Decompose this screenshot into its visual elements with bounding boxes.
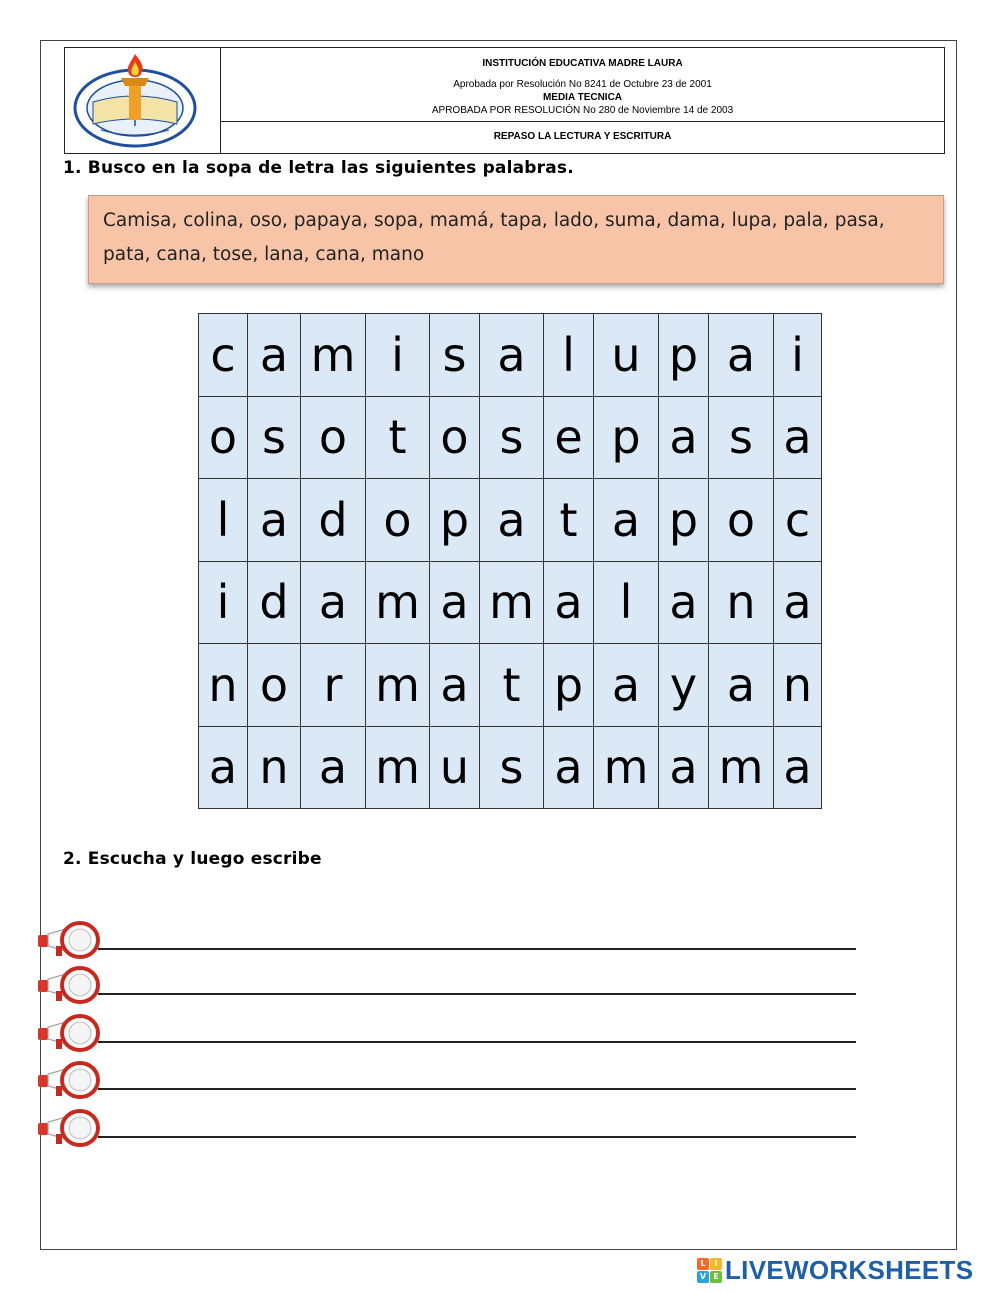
grid-cell[interactable]: a (248, 479, 301, 562)
grid-cell[interactable]: a (199, 726, 248, 809)
grid-cell[interactable]: a (544, 726, 594, 809)
brand-name: LIVEWORKSHEETS (725, 1254, 974, 1285)
grid-cell[interactable]: p (659, 314, 709, 397)
grid-cell[interactable]: m (480, 561, 544, 644)
megaphone-icon[interactable] (36, 1108, 102, 1152)
section-2-title: 2. Escucha y luego escribe (63, 849, 322, 869)
grid-cell[interactable]: m (301, 314, 366, 397)
grid-cell[interactable]: a (301, 561, 366, 644)
grid-cell[interactable]: p (544, 644, 594, 727)
answer-line[interactable] (98, 1041, 856, 1043)
worksheet-subtitle: REPASO LA LECTURA Y ESCRITURA (493, 131, 672, 142)
grid-cell[interactable]: i (199, 561, 248, 644)
grid-cell[interactable]: l (199, 479, 248, 562)
grid-cell[interactable]: a (594, 644, 659, 727)
grid-cell[interactable]: p (594, 396, 659, 479)
grid-cell[interactable]: i (774, 314, 822, 397)
grid-cell[interactable]: a (709, 314, 774, 397)
grid-cell[interactable]: a (544, 561, 594, 644)
grid-cell[interactable]: p (430, 479, 480, 562)
grid-cell[interactable]: o (199, 396, 248, 479)
grid-cell[interactable]: y (659, 644, 709, 727)
grid-cell[interactable]: s (248, 396, 301, 479)
brand-icon-letter: L (697, 1258, 709, 1270)
grid-cell[interactable]: s (480, 396, 544, 479)
grid-cell[interactable]: t (480, 644, 544, 727)
brand-logo-icon (697, 1258, 722, 1283)
grid-row (199, 561, 822, 644)
grid-cell[interactable]: m (366, 644, 430, 727)
grid-cell[interactable]: p (659, 479, 709, 562)
megaphone-icon[interactable] (36, 920, 102, 964)
answer-line[interactable] (98, 993, 856, 995)
grid-cell[interactable]: a (430, 644, 480, 727)
grid-cell[interactable]: o (248, 644, 301, 727)
grid-cell[interactable]: a (659, 396, 709, 479)
answer-row (36, 965, 856, 1005)
answer-line[interactable] (98, 1136, 856, 1138)
grid-cell[interactable]: o (366, 479, 430, 562)
answer-line[interactable] (98, 948, 856, 950)
grid-cell[interactable]: a (480, 479, 544, 562)
brand-icon-letter: V (697, 1271, 709, 1283)
grid-row (199, 644, 822, 727)
grid-cell[interactable]: a (774, 396, 822, 479)
grid-cell[interactable]: s (709, 396, 774, 479)
grid-cell[interactable]: t (544, 479, 594, 562)
grid-cell[interactable]: l (544, 314, 594, 397)
grid-cell[interactable]: m (366, 561, 430, 644)
answer-row (36, 1013, 856, 1053)
grid-row (199, 726, 822, 809)
grid-cell[interactable]: a (248, 314, 301, 397)
megaphone-icon[interactable] (36, 1060, 102, 1104)
grid-cell[interactable]: a (430, 561, 480, 644)
grid-cell[interactable]: a (301, 726, 366, 809)
liveworksheets-brand (697, 1255, 973, 1285)
institution-name: INSTITUCIÓN EDUCATIVA MADRE LAURA (482, 58, 683, 69)
grid-cell[interactable]: s (430, 314, 480, 397)
grid-cell[interactable]: a (594, 479, 659, 562)
grid-cell[interactable]: i (366, 314, 430, 397)
megaphone-icon[interactable] (36, 965, 102, 1009)
word-list-box: Camisa, colina, oso, papaya, sopa, mamá, tapa, lado, suma, dama, lupa, pala, pasa, pata, cana, tose, lana, cana, mano (88, 195, 944, 284)
level-line: MEDIA TECNICA (542, 92, 623, 103)
grid-cell[interactable]: o (709, 479, 774, 562)
grid-cell[interactable]: o (430, 396, 480, 479)
grid-cell[interactable]: o (301, 396, 366, 479)
grid-cell[interactable]: c (774, 479, 822, 562)
document-header (64, 47, 945, 154)
grid-cell[interactable]: a (774, 561, 822, 644)
brand-icon-letter: E (710, 1271, 722, 1283)
grid-row (199, 314, 822, 397)
grid-cell[interactable]: n (774, 644, 822, 727)
grid-cell[interactable]: a (480, 314, 544, 397)
logo-cell (65, 48, 221, 153)
grid-cell[interactable]: u (430, 726, 480, 809)
grid-cell[interactable]: n (248, 726, 301, 809)
grid-cell[interactable]: n (709, 561, 774, 644)
grid-cell[interactable]: m (366, 726, 430, 809)
grid-cell[interactable]: u (594, 314, 659, 397)
answer-row (36, 1060, 856, 1100)
grid-cell[interactable]: l (594, 561, 659, 644)
grid-cell[interactable]: r (301, 644, 366, 727)
grid-cell[interactable]: m (594, 726, 659, 809)
grid-cell[interactable]: a (659, 726, 709, 809)
grid-cell[interactable]: s (480, 726, 544, 809)
word-search-grid (198, 313, 822, 809)
school-logo-icon (71, 50, 201, 150)
grid-cell[interactable]: a (774, 726, 822, 809)
answer-line[interactable] (98, 1088, 856, 1090)
megaphone-icon[interactable] (36, 1013, 102, 1057)
grid-row (199, 479, 822, 562)
section-1-title: 1. Busco en la sopa de letra las siguientes palabras. (63, 158, 574, 178)
answer-row (36, 920, 856, 960)
grid-cell[interactable]: d (248, 561, 301, 644)
grid-cell[interactable]: c (199, 314, 248, 397)
grid-cell[interactable]: n (199, 644, 248, 727)
grid-cell[interactable]: a (709, 644, 774, 727)
grid-cell[interactable]: e (544, 396, 594, 479)
answer-row (36, 1108, 856, 1148)
grid-cell[interactable]: t (366, 396, 430, 479)
grid-cell[interactable]: a (659, 561, 709, 644)
grid-cell[interactable]: d (301, 479, 366, 562)
grid-row (199, 396, 822, 479)
grid-cell[interactable]: m (709, 726, 774, 809)
approval-line-1: Aprobada por Resolución No 8241 de Octubre 23 de 2001 (453, 79, 712, 90)
brand-icon-letter: I (710, 1258, 722, 1270)
approval-line-2: APROBADA POR RESOLUCIÓN No 280 de Noviembre 14 de 2003 (431, 105, 734, 116)
